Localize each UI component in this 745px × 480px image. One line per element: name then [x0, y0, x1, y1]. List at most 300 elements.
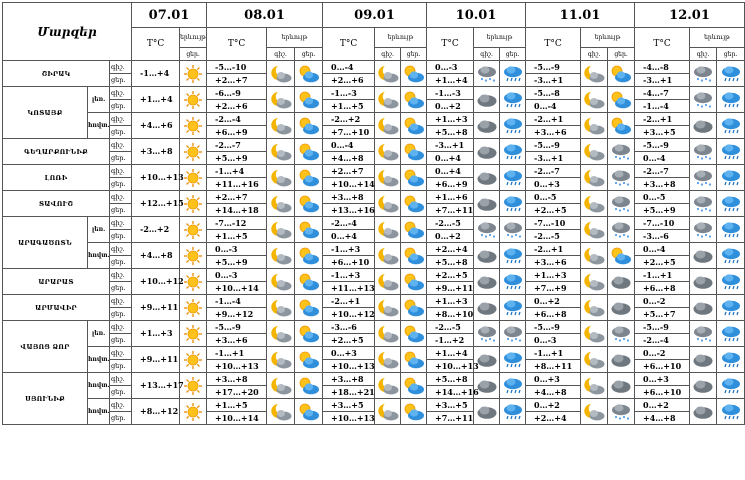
- night-temperature: +1…+3: [427, 113, 474, 126]
- night-temperature: 0…-2: [635, 295, 690, 308]
- moon-cloud-icon: [375, 113, 401, 139]
- night-subheader: գիշ.: [690, 48, 717, 61]
- day-label: ցեր.: [110, 100, 132, 113]
- night-temperature: +5…+8: [427, 373, 474, 386]
- moon-cloud-icon: [375, 87, 401, 113]
- sun-cloud-icon: [295, 295, 323, 321]
- sun-cloud-icon: [401, 217, 427, 243]
- rain-cloud-icon: [717, 165, 745, 191]
- night-temperature: +3…+8: [323, 373, 375, 386]
- region-name: ԿՈՏԱՅՔ: [3, 87, 88, 139]
- day-temperature: +3…+6: [526, 256, 581, 269]
- sun-icon: [180, 61, 207, 87]
- day-temperature: +6…+10: [323, 256, 375, 269]
- temperature-range: +9…+11: [132, 347, 180, 373]
- sun-cloud-icon: [295, 373, 323, 399]
- temp-header: T°C: [207, 28, 267, 61]
- rain-cloud-icon: [717, 347, 745, 373]
- night-temperature: -5…-9: [207, 321, 267, 334]
- day-temperature: +9…+11: [427, 282, 474, 295]
- sun-icon: [180, 139, 207, 165]
- day-temperature: +7…+11: [427, 204, 474, 217]
- night-temperature: +1…+6: [427, 191, 474, 204]
- snow-cloud-icon: [690, 321, 717, 347]
- night-temperature: -1…-3: [323, 87, 375, 100]
- day-temperature: 0…-4: [635, 152, 690, 165]
- moon-cloud-icon: [581, 113, 608, 139]
- night-temperature: -1…+4: [207, 165, 267, 178]
- rain-cloud-icon: [717, 87, 745, 113]
- day-temperature: +8…+10: [427, 308, 474, 321]
- night-temperature: +2…+5: [427, 269, 474, 282]
- moon-cloud-icon: [581, 243, 608, 269]
- table-row: [3, 113, 745, 126]
- day-label: ցեր.: [110, 386, 132, 399]
- night-temperature: -5…-9: [635, 139, 690, 152]
- night-temperature: -6…-9: [207, 87, 267, 100]
- sun-icon: [180, 87, 207, 113]
- rain-cloud-icon: [717, 373, 745, 399]
- rain-cloud-icon: [500, 295, 526, 321]
- night-temperature: 0…+3: [323, 347, 375, 360]
- day-temperature: +10…+13: [323, 412, 375, 425]
- day-label: ցեր.: [110, 126, 132, 139]
- day-label: ցեր.: [110, 230, 132, 243]
- day-temperature: +6…+9: [427, 178, 474, 191]
- day-subheader: ցեր.: [401, 48, 427, 61]
- moon-cloud-icon: [267, 295, 295, 321]
- night-temperature: 0…-4: [635, 243, 690, 256]
- rain-cloud-icon: [500, 399, 526, 425]
- day-label: ցեր.: [110, 178, 132, 191]
- dark-cloud-icon: [690, 113, 717, 139]
- day-temperature: +6…+8: [635, 282, 690, 295]
- dark-cloud-icon: [608, 373, 635, 399]
- weather-header: երևույթ: [474, 28, 526, 48]
- day-temperature: +3…+8: [635, 178, 690, 191]
- region-name: ՎԱՅՈՑ ՁՈՐ: [3, 321, 88, 373]
- region-name: ՇԻՐԱԿ: [3, 61, 110, 87]
- day-label: ցեր.: [110, 308, 132, 321]
- day-temperature: +14…+16: [427, 386, 474, 399]
- table-row: [3, 139, 745, 152]
- snow-cloud-icon: [608, 217, 635, 243]
- night-temperature: -7…-12: [207, 217, 267, 230]
- night-temperature: -5…-9: [526, 321, 581, 334]
- night-temperature: +1…+5: [207, 399, 267, 412]
- night-temperature: -1…-4: [207, 295, 267, 308]
- day-temperature: +10…+13: [323, 360, 375, 373]
- day-temperature: +8…+11: [526, 360, 581, 373]
- dark-cloud-icon: [690, 269, 717, 295]
- day-temperature: +1…+5: [323, 100, 375, 113]
- sun-cloud-icon: [295, 269, 323, 295]
- sun-cloud-icon: [401, 347, 427, 373]
- region-name: ԱՐԱՐԱՏ: [3, 269, 110, 295]
- day-temperature: -3…+1: [526, 152, 581, 165]
- day-label: ցեր.: [110, 256, 132, 269]
- day-temperature: +2…+5: [635, 256, 690, 269]
- day-subheader: ցեր.: [717, 48, 745, 61]
- day-temperature: +10…+12: [323, 308, 375, 321]
- night-label: գիշ.: [110, 139, 132, 152]
- rain-cloud-icon: [717, 295, 745, 321]
- day-temperature: +11…+16: [207, 178, 267, 191]
- sun-icon: [180, 347, 207, 373]
- night-label: գիշ.: [110, 243, 132, 256]
- day-temperature: +10…+13: [207, 360, 267, 373]
- temperature-range: +10…+13: [132, 165, 180, 191]
- day-temperature: -2…-4: [635, 334, 690, 347]
- moon-cloud-icon: [267, 61, 295, 87]
- temperature-range: -1…+4: [132, 61, 180, 87]
- temperature-range: +1…+4: [132, 87, 180, 113]
- night-subheader: գիշ.: [267, 48, 295, 61]
- moon-cloud-icon: [581, 61, 608, 87]
- day-temperature: +7…+9: [526, 282, 581, 295]
- night-temperature: -3…-6: [323, 321, 375, 334]
- moon-cloud-icon: [581, 295, 608, 321]
- day-temperature: +7…+11: [427, 412, 474, 425]
- snow-cloud-icon: [608, 191, 635, 217]
- night-temperature: -5…-9: [526, 139, 581, 152]
- moon-cloud-icon: [581, 399, 608, 425]
- snow-cloud-icon: [474, 61, 500, 87]
- rain-cloud-icon: [500, 243, 526, 269]
- snow-cloud-icon: [608, 321, 635, 347]
- snow-cloud-icon: [474, 321, 500, 347]
- sun-cloud-icon: [401, 87, 427, 113]
- night-temperature: +1…+4: [427, 347, 474, 360]
- table-row: [3, 295, 745, 308]
- day-subheader: ցեր.: [180, 48, 207, 61]
- snow-cloud-icon: [500, 321, 526, 347]
- temperature-range: +4…+6: [132, 113, 180, 139]
- region-name: ՍՅՈՒՆԻՔ: [3, 373, 88, 425]
- night-temperature: +2…+7: [207, 191, 267, 204]
- terrain-label: լեռ.: [88, 87, 110, 113]
- dark-cloud-icon: [690, 373, 717, 399]
- night-temperature: 0…+2: [635, 399, 690, 412]
- day-temperature: +6…+9: [207, 126, 267, 139]
- day-temperature: +5…+8: [427, 256, 474, 269]
- day-temperature: +1…+5: [207, 230, 267, 243]
- night-temperature: -2…+1: [526, 113, 581, 126]
- table-row: [3, 321, 745, 334]
- day-temperature: -3…-6: [635, 230, 690, 243]
- rain-cloud-icon: [717, 217, 745, 243]
- night-temperature: -4…-8: [635, 61, 690, 74]
- day-temperature: +2…+5: [526, 204, 581, 217]
- night-temperature: -2…+1: [323, 295, 375, 308]
- date-header: 09.01: [323, 3, 427, 28]
- night-temperature: 0…+2: [526, 399, 581, 412]
- region-name: ԱՐՄԱՎԻՐ: [3, 295, 110, 321]
- moon-cloud-icon: [267, 87, 295, 113]
- rain-cloud-icon: [717, 139, 745, 165]
- night-temperature: +3…+5: [427, 399, 474, 412]
- table-row: [3, 269, 745, 282]
- night-temperature: +3…+5: [323, 399, 375, 412]
- terrain-label: հովտ.: [88, 347, 110, 373]
- rain-cloud-icon: [717, 113, 745, 139]
- night-temperature: +3…+8: [323, 191, 375, 204]
- day-temperature: -3…+1: [635, 74, 690, 87]
- snow-cloud-icon: [608, 139, 635, 165]
- dark-cloud-icon: [474, 113, 500, 139]
- snow-cloud-icon: [690, 191, 717, 217]
- sun-icon: [180, 295, 207, 321]
- snow-cloud-icon: [690, 61, 717, 87]
- night-temperature: -1…+1: [207, 347, 267, 360]
- moon-cloud-icon: [375, 61, 401, 87]
- moon-cloud-icon: [267, 165, 295, 191]
- night-label: գիշ.: [110, 191, 132, 204]
- sun-icon: [180, 113, 207, 139]
- day-label: ցեր.: [110, 282, 132, 295]
- moon-cloud-icon: [267, 321, 295, 347]
- table-row: [3, 87, 745, 100]
- day-temperature: +10…+14: [207, 282, 267, 295]
- night-subheader: գիշ.: [474, 48, 500, 61]
- night-temperature: -1…+1: [635, 269, 690, 282]
- night-temperature: -7…-10: [635, 217, 690, 230]
- temperature-range: -2…+2: [132, 217, 180, 243]
- moon-cloud-icon: [581, 269, 608, 295]
- day-subheader: ցեր.: [295, 48, 323, 61]
- sun-cloud-icon: [608, 87, 635, 113]
- sun-cloud-icon: [295, 399, 323, 425]
- day-temperature: 0…+2: [427, 230, 474, 243]
- sun-cloud-icon: [295, 139, 323, 165]
- moon-cloud-icon: [375, 399, 401, 425]
- table-row: [3, 61, 745, 74]
- weather-header: երևույթ: [267, 28, 323, 48]
- rain-cloud-icon: [500, 269, 526, 295]
- dark-cloud-icon: [474, 399, 500, 425]
- day-temperature: +2…+6: [323, 74, 375, 87]
- sun-icon: [180, 321, 207, 347]
- day-temperature: 0…+3: [526, 178, 581, 191]
- day-subheader: ցեր.: [608, 48, 635, 61]
- day-label: ցեր.: [110, 204, 132, 217]
- sun-cloud-icon: [295, 243, 323, 269]
- rain-cloud-icon: [500, 139, 526, 165]
- moon-cloud-icon: [375, 269, 401, 295]
- dark-cloud-icon: [474, 87, 500, 113]
- night-temperature: -5…-10: [207, 61, 267, 74]
- temp-header: T°C: [427, 28, 474, 61]
- day-label: ցեր.: [110, 360, 132, 373]
- night-label: գիշ.: [110, 373, 132, 386]
- rain-cloud-icon: [500, 191, 526, 217]
- night-temperature: 0…-5: [526, 191, 581, 204]
- rain-cloud-icon: [500, 165, 526, 191]
- sun-cloud-icon: [608, 113, 635, 139]
- night-temperature: -2…-7: [207, 139, 267, 152]
- sun-icon: [180, 243, 207, 269]
- temp-header: T°C: [323, 28, 375, 61]
- dark-cloud-icon: [474, 191, 500, 217]
- day-temperature: +5…+8: [427, 126, 474, 139]
- night-temperature: 0…-3: [427, 61, 474, 74]
- night-temperature: -1…+3: [323, 269, 375, 282]
- night-temperature: +1…+3: [526, 269, 581, 282]
- sun-cloud-icon: [401, 61, 427, 87]
- night-subheader: գիշ.: [375, 48, 401, 61]
- temperature-range: +13…+17: [132, 373, 180, 399]
- moon-cloud-icon: [375, 347, 401, 373]
- temperature-range: +8…+12: [132, 399, 180, 425]
- day-label: ցեր.: [110, 74, 132, 87]
- rain-cloud-icon: [500, 113, 526, 139]
- day-temperature: +18…+21: [323, 386, 375, 399]
- sun-cloud-icon: [401, 321, 427, 347]
- night-temperature: -5…-9: [526, 61, 581, 74]
- dark-cloud-icon: [690, 347, 717, 373]
- night-temperature: +2…+7: [323, 165, 375, 178]
- night-label: գիշ.: [110, 217, 132, 230]
- day-temperature: +1…+4: [427, 74, 474, 87]
- night-subheader: գիշ.: [581, 48, 608, 61]
- night-temperature: +1…+3: [427, 295, 474, 308]
- date-header: 08.01: [207, 3, 323, 28]
- day-temperature: -1…-4: [635, 100, 690, 113]
- night-temperature: -3…+1: [427, 139, 474, 152]
- forecast-table: [2, 2, 745, 425]
- day-temperature: +4…+8: [323, 152, 375, 165]
- temperature-range: +4…+8: [132, 243, 180, 269]
- moon-cloud-icon: [267, 347, 295, 373]
- night-temperature: -2…-5: [427, 321, 474, 334]
- temperature-range: +10…+12: [132, 269, 180, 295]
- day-temperature: 0…+4: [323, 230, 375, 243]
- night-temperature: -5…-8: [526, 87, 581, 100]
- night-temperature: 0…-4: [323, 139, 375, 152]
- weather-header: երևույթ: [375, 28, 427, 48]
- dark-cloud-icon: [474, 243, 500, 269]
- day-temperature: +3…+5: [635, 126, 690, 139]
- table-row: [3, 217, 745, 230]
- temp-header: T°C: [526, 28, 581, 61]
- moon-cloud-icon: [581, 191, 608, 217]
- temperature-range: +3…+8: [132, 139, 180, 165]
- region-name: ՏԱՎՈՒՇ: [3, 191, 110, 217]
- night-temperature: -2…+1: [635, 113, 690, 126]
- moon-cloud-icon: [267, 373, 295, 399]
- moon-cloud-icon: [267, 217, 295, 243]
- moon-cloud-icon: [581, 165, 608, 191]
- night-temperature: 0…+2: [526, 295, 581, 308]
- day-temperature: +4…+8: [635, 412, 690, 425]
- sun-cloud-icon: [295, 321, 323, 347]
- sun-cloud-icon: [401, 269, 427, 295]
- table-row: [3, 165, 745, 178]
- weather-header: երևույթ: [180, 28, 207, 48]
- moon-cloud-icon: [375, 165, 401, 191]
- moon-cloud-icon: [267, 113, 295, 139]
- moon-cloud-icon: [375, 139, 401, 165]
- night-label: գիշ.: [110, 321, 132, 334]
- sun-cloud-icon: [608, 243, 635, 269]
- night-label: գիշ.: [110, 347, 132, 360]
- dark-cloud-icon: [608, 295, 635, 321]
- day-temperature: +10…+13: [427, 360, 474, 373]
- night-temperature: -2…+2: [323, 113, 375, 126]
- sun-cloud-icon: [401, 295, 427, 321]
- day-temperature: +10…+14: [207, 412, 267, 425]
- moon-cloud-icon: [581, 347, 608, 373]
- snow-cloud-icon: [690, 87, 717, 113]
- night-temperature: -2…+1: [526, 243, 581, 256]
- dark-cloud-icon: [608, 347, 635, 373]
- moon-cloud-icon: [267, 139, 295, 165]
- moon-cloud-icon: [375, 321, 401, 347]
- night-temperature: -2…-7: [635, 165, 690, 178]
- night-temperature: 0…+3: [635, 373, 690, 386]
- date-header: 10.01: [427, 3, 526, 28]
- night-temperature: -1…-3: [427, 87, 474, 100]
- night-label: գիշ.: [110, 165, 132, 178]
- sun-cloud-icon: [295, 191, 323, 217]
- snow-cloud-icon: [608, 165, 635, 191]
- sun-cloud-icon: [295, 347, 323, 373]
- day-temperature: +6…+10: [635, 360, 690, 373]
- night-label: գիշ.: [110, 61, 132, 74]
- sun-icon: [180, 217, 207, 243]
- dark-cloud-icon: [474, 269, 500, 295]
- night-temperature: -4…-7: [635, 87, 690, 100]
- day-label: ցեր.: [110, 152, 132, 165]
- dark-cloud-icon: [690, 295, 717, 321]
- day-label: ցեր.: [110, 334, 132, 347]
- day-temperature: -1…+2: [427, 334, 474, 347]
- rain-cloud-icon: [717, 399, 745, 425]
- night-temperature: 0…-3: [207, 243, 267, 256]
- rain-cloud-icon: [717, 243, 745, 269]
- day-temperature: -3…+1: [526, 74, 581, 87]
- table-row: [3, 243, 745, 256]
- table-row: [3, 399, 745, 412]
- snow-cloud-icon: [474, 217, 500, 243]
- rain-cloud-icon: [500, 347, 526, 373]
- day-temperature: +9…+12: [207, 308, 267, 321]
- date-header: 12.01: [635, 3, 745, 28]
- snow-cloud-icon: [690, 139, 717, 165]
- dark-cloud-icon: [690, 399, 717, 425]
- date-header: 07.01: [132, 3, 207, 28]
- rain-cloud-icon: [717, 269, 745, 295]
- day-temperature: +5…+7: [635, 308, 690, 321]
- night-temperature: 0…-5: [635, 191, 690, 204]
- rain-cloud-icon: [717, 61, 745, 87]
- day-temperature: +5…+9: [207, 256, 267, 269]
- night-temperature: -5…-9: [635, 321, 690, 334]
- sun-cloud-icon: [295, 217, 323, 243]
- day-temperature: +2…+7: [207, 74, 267, 87]
- rain-cloud-icon: [500, 373, 526, 399]
- weather-header: երևույթ: [690, 28, 745, 48]
- night-label: գիշ.: [110, 113, 132, 126]
- dark-cloud-icon: [474, 165, 500, 191]
- night-temperature: -1…+3: [323, 243, 375, 256]
- day-temperature: +2…+5: [323, 334, 375, 347]
- night-temperature: 0…-2: [635, 347, 690, 360]
- temperature-range: +12…+15: [132, 191, 180, 217]
- night-temperature: +2…+4: [427, 243, 474, 256]
- night-label: գիշ.: [110, 269, 132, 282]
- snow-cloud-icon: [500, 217, 526, 243]
